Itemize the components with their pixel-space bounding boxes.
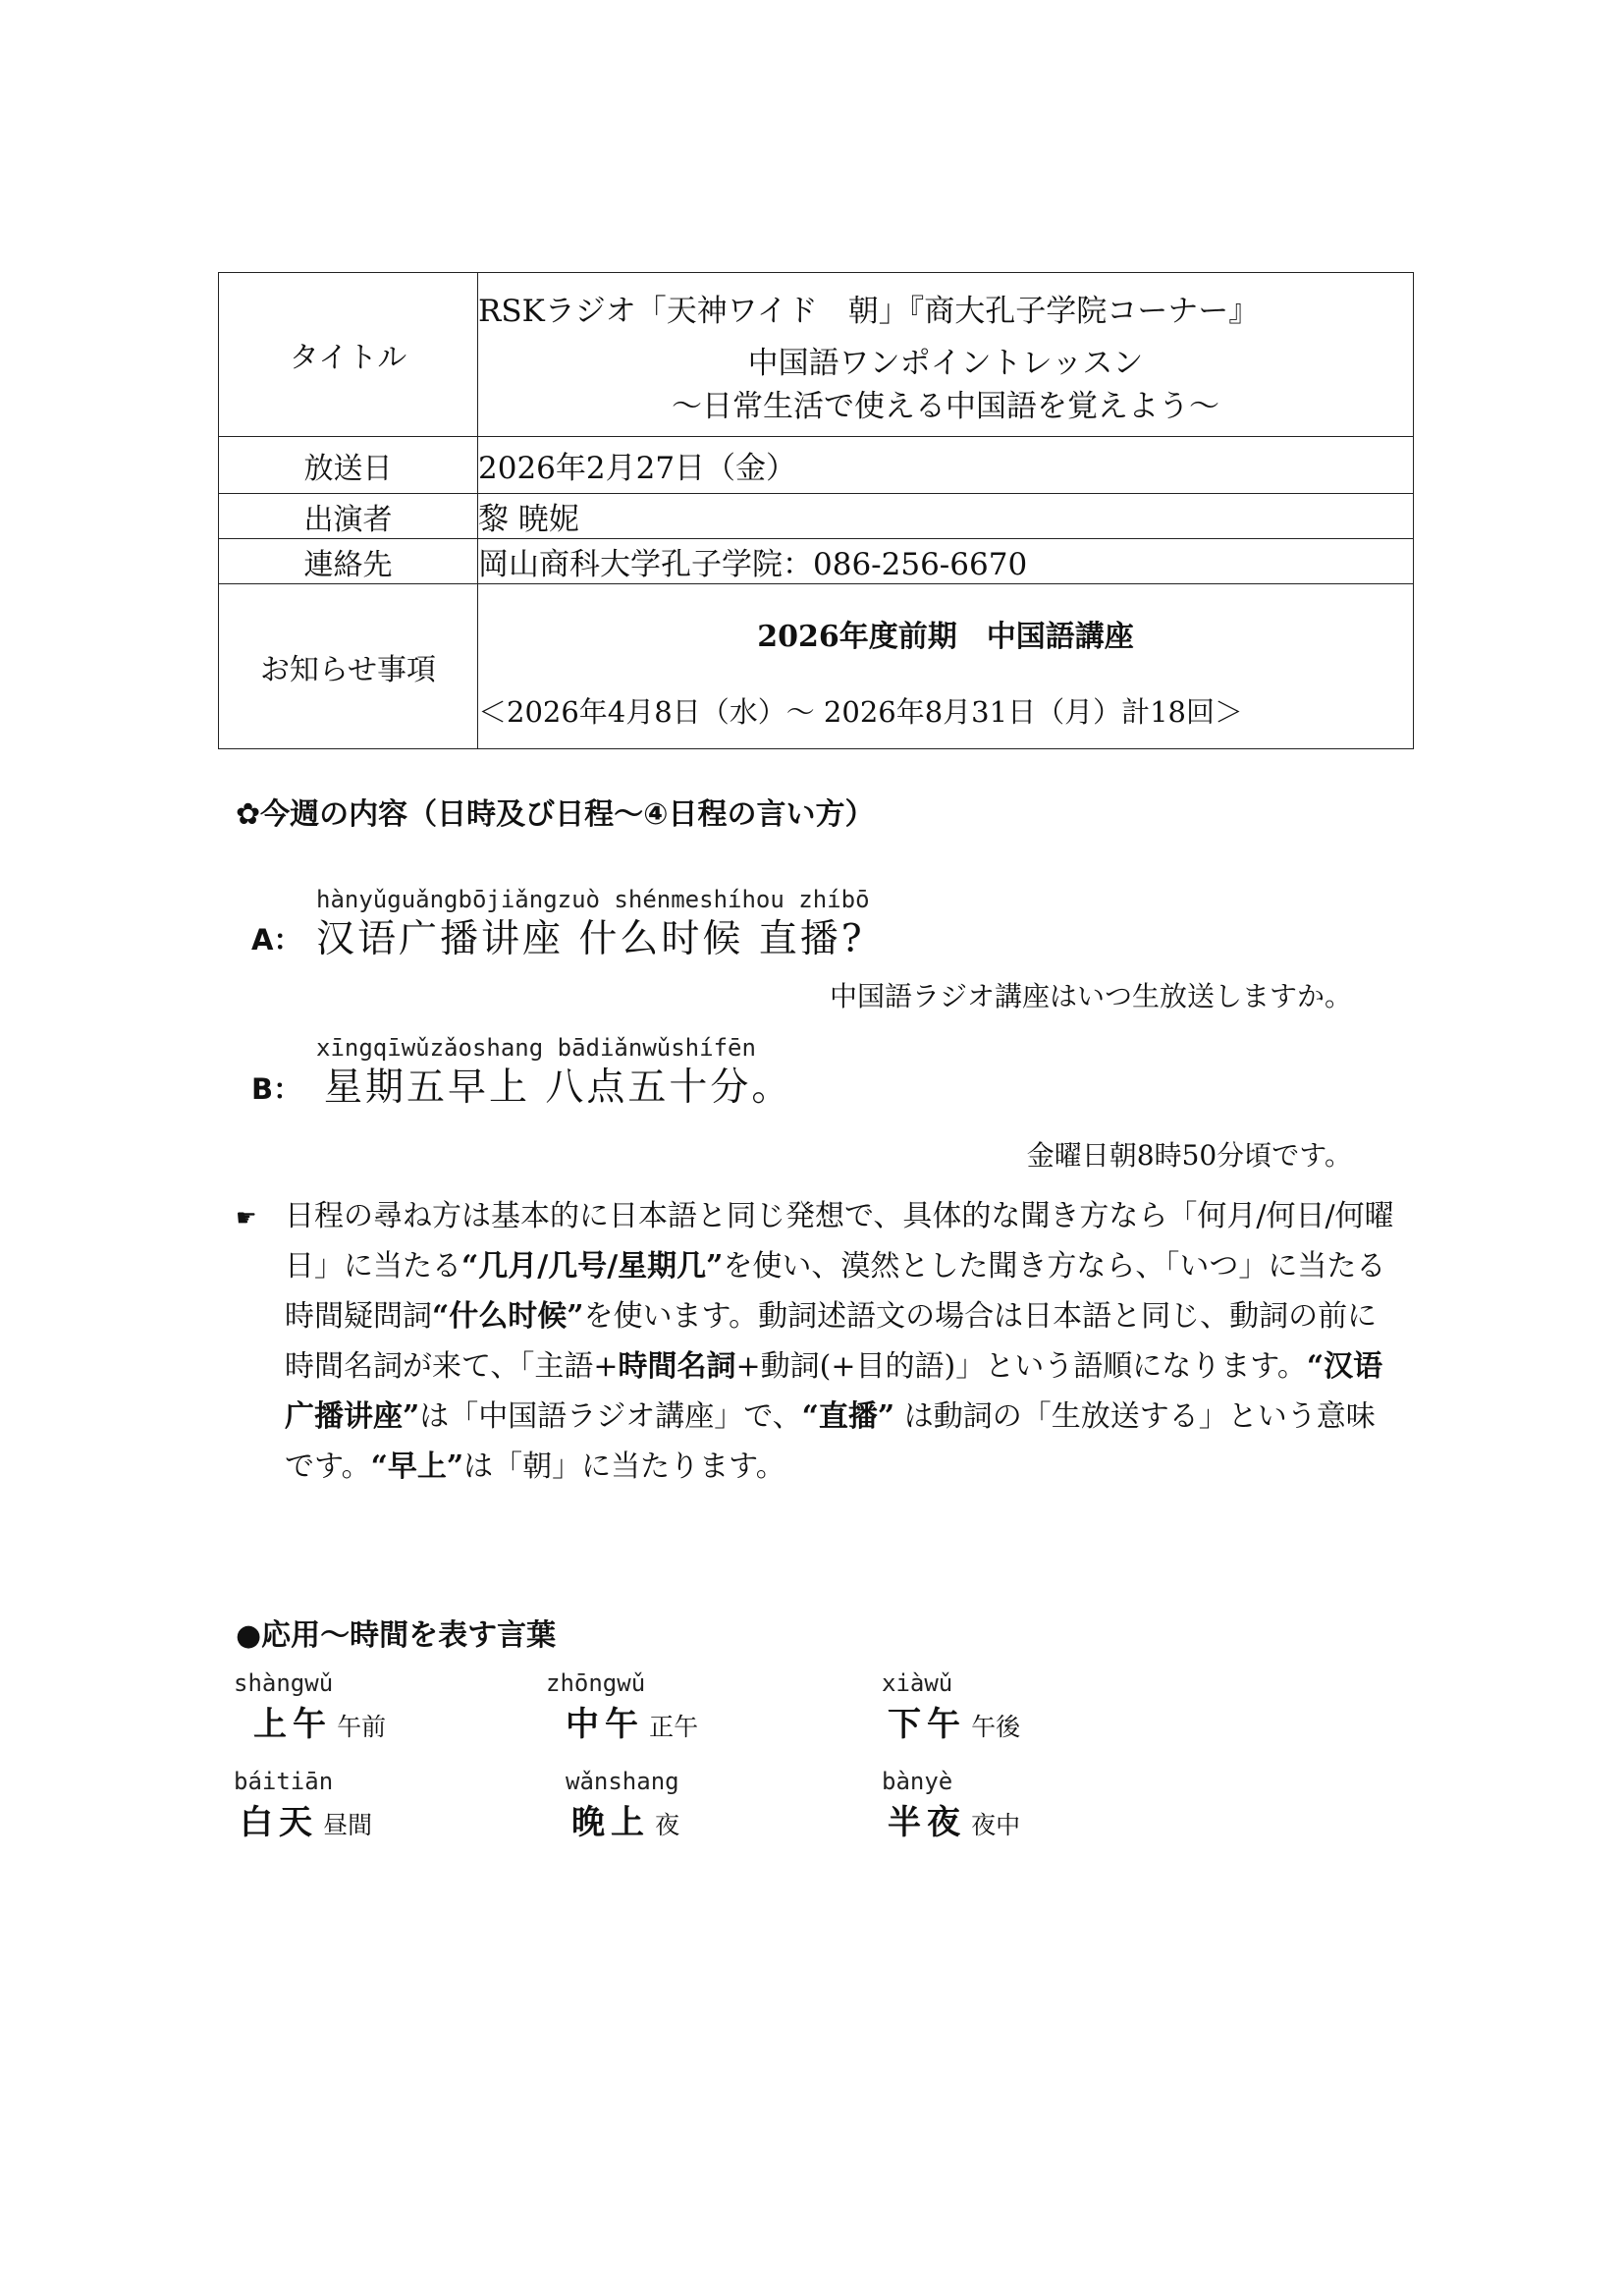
explanation-paragraph	[285, 1191, 1404, 1492]
vocab-chinese: 白天	[240, 1803, 318, 1842]
title-line2: 中国語ワンポイントレッスン	[747, 346, 1144, 381]
vocab-item	[234, 1768, 372, 1843]
notice-cell	[478, 584, 1414, 749]
vocab-pinyin: báitiān	[234, 1768, 334, 1795]
notice-row	[219, 584, 1414, 749]
section1-heading: ✿今週の内容（日時及び日程～④日程の言い方）	[236, 797, 875, 832]
vocab-pinyin: bànyè	[882, 1768, 953, 1795]
explain-text-1: 日程の尋ね方は基本的に日本語と同じ発想で、具体的な聞き方なら「何月/何日/何曜日」に当たる	[285, 1199, 1394, 1284]
vocab-item	[882, 1768, 1020, 1843]
vocab-pinyin: shàngwǔ	[234, 1669, 334, 1697]
explain-text-5: は「中国語ラジオ講座」で、	[419, 1399, 802, 1434]
dialog-a-chinese: 汉语广播讲座 什么时候 直播?	[316, 917, 865, 961]
dialog-a-pinyin: hànyǔguǎngbōjiǎngzuò shénmeshíhou zhíbō	[316, 886, 870, 913]
title-cell	[478, 273, 1414, 437]
vocab-item	[566, 1768, 679, 1843]
explain-bold-3: 時間名詞	[618, 1349, 736, 1384]
vocab-chinese: 下午	[888, 1705, 966, 1744]
explain-bold-4: “汉语广播讲座”	[285, 1349, 1383, 1434]
vocab-japanese: 昼間	[323, 1811, 373, 1839]
vocab-pinyin: zhōngwǔ	[546, 1669, 646, 1697]
section2-heading: ●応用～時間を表す言葉	[236, 1618, 557, 1653]
title-line1: RSKラジオ「天神ワイド 朝」『商大孔子学院コーナー』	[478, 294, 1260, 329]
dialog-b-pinyin: xīngqīwǔzǎoshang bādiǎnwǔshífēn	[316, 1034, 756, 1062]
vocab-chinese: 半夜	[888, 1803, 966, 1842]
vocab-pinyin: xiàwǔ	[882, 1669, 953, 1697]
contact-row	[219, 539, 1414, 584]
notice-dates: ＜2026年4月8日（水）～ 2026年8月31日（月）計18回＞	[478, 695, 1243, 729]
vocab-item	[234, 1669, 386, 1745]
explain-bold-5: “直播”	[801, 1399, 895, 1434]
contact-label: 連絡先	[219, 539, 478, 584]
info-table	[218, 272, 1414, 749]
vocab-japanese: 夜中	[971, 1811, 1021, 1839]
vocab-item	[546, 1669, 698, 1745]
performer-label: 出演者	[219, 494, 478, 539]
explain-text-4: +動詞(+目的語)」という語順になります。	[735, 1349, 1307, 1384]
title-row	[219, 273, 1414, 437]
vocab-japanese: 午後	[971, 1713, 1021, 1741]
performer-value: 黎 暁妮	[478, 494, 1414, 539]
explain-bold-1: “几月/几号/星期几”	[461, 1249, 724, 1284]
dialog-a-speaker: A：	[251, 923, 302, 957]
notice-label: お知らせ事項	[219, 584, 478, 749]
broadcast-row	[219, 437, 1414, 494]
explain-text-6: は動詞の「生放送する」という意味です。	[285, 1399, 1376, 1484]
vocab-item	[882, 1669, 1020, 1745]
explain-text-2: を使い、漠然とした聞き方なら、「いつ」に当たる時間疑問詞	[285, 1249, 1386, 1334]
dialog-b-speaker: B：	[251, 1072, 302, 1106]
dialog-b-translation: 金曜日朝8時50分頃です。	[1026, 1139, 1352, 1172]
title-label: タイトル	[219, 273, 478, 437]
dialog-a-translation: 中国語ラジオ講座はいつ生放送しますか。	[829, 980, 1352, 1012]
explain-text-7: は「朝」に当たります。	[463, 1449, 785, 1484]
performer-row	[219, 494, 1414, 539]
hand-pointer-icon: ☛	[236, 1204, 257, 1231]
explain-text-3: を使います。動詞述語文の場合は日本語と同じ、動詞の前に時間名詞が来て、「主語+	[285, 1299, 1378, 1384]
dialog-b-chinese: 星期五早上 八点五十分。	[324, 1066, 793, 1110]
vocab-japanese: 正午	[649, 1713, 699, 1741]
vocab-chinese: 中午	[566, 1705, 644, 1744]
contact-value: 岡山商科大学孔子学院：086-256-6670	[478, 539, 1414, 584]
broadcast-label: 放送日	[219, 437, 478, 494]
vocab-chinese: 上午	[253, 1705, 332, 1744]
broadcast-value: 2026年2月27日（金）	[478, 437, 1414, 494]
title-line3: ～日常生活で使える中国語を覚えよう～	[672, 389, 1219, 424]
notice-title: 2026年度前期 中国語講座	[757, 620, 1134, 654]
explain-bold-2: “什么时候”	[432, 1299, 584, 1334]
vocab-chinese: 晚上	[571, 1803, 650, 1842]
vocab-pinyin: wǎnshang	[566, 1768, 679, 1795]
explain-bold-6: “早上”	[370, 1449, 464, 1484]
vocab-japanese: 午前	[337, 1713, 387, 1741]
vocab-japanese: 夜	[655, 1811, 680, 1839]
